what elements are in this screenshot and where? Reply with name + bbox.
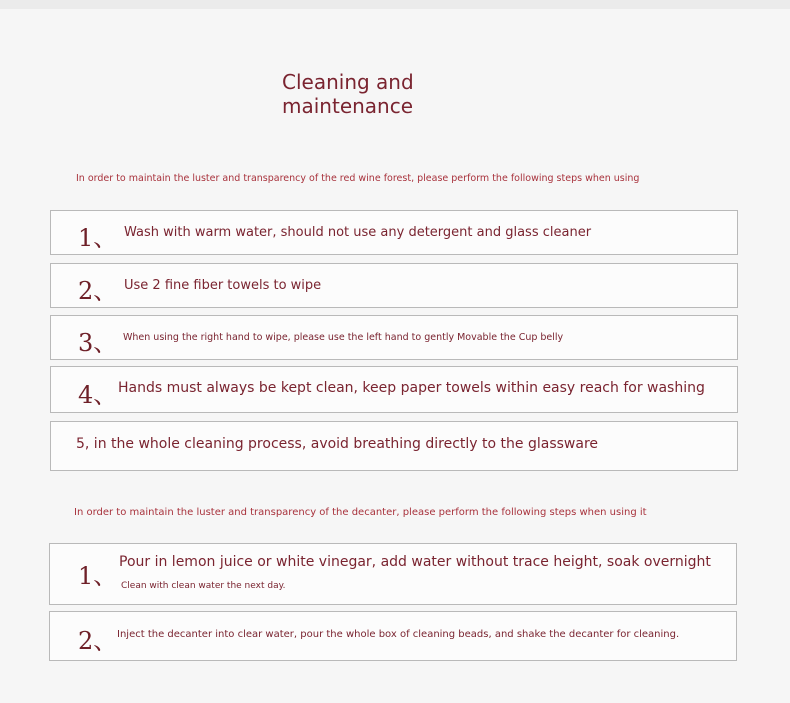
step-card [49, 611, 737, 661]
step-text: 5, in the whole cleaning process, avoid breathing directly to the glassware [76, 436, 598, 452]
title-line-2: maintenance [282, 94, 414, 118]
step-card [50, 263, 738, 308]
step-card [50, 315, 738, 360]
step-text: When using the right hand to wipe, please use the left hand to gently Movable the Cup belly [123, 332, 564, 343]
step-text: Use 2 fine fiber towels to wipe [124, 278, 322, 293]
page-title [282, 70, 414, 118]
step-text: Pour in lemon juice or white vinegar, add water without trace height, soak overnight [119, 554, 711, 570]
step-number: 2、 [78, 277, 118, 305]
step-text: Wash with warm water, should not use any detergent and glass cleaner [124, 225, 592, 240]
step-card [50, 421, 738, 471]
title-line-1: Cleaning and [282, 70, 414, 94]
step-text: Hands must always be kept clean, keep paper towels within easy reach for washing [118, 380, 705, 396]
step-number: 3、 [78, 329, 118, 357]
top-bar [0, 0, 790, 9]
step-number: 4、 [78, 381, 118, 409]
step-card [50, 210, 738, 255]
step-number: 2、 [78, 627, 118, 655]
step-number: 1、 [78, 562, 118, 590]
section2-intro: In order to maintain the luster and transparency of the decanter, please perform the following steps when using it [74, 507, 647, 518]
step-subtext: Clean with clean water the next day. [121, 581, 286, 591]
step-text: Inject the decanter into clear water, pour the whole box of cleaning beads, and shake the decanter for cleaning. [117, 629, 680, 640]
step-number: 1、 [78, 224, 118, 252]
step-card [49, 543, 737, 605]
step-card [50, 366, 738, 413]
section1-intro: In order to maintain the luster and transparency of the red wine forest, please perform the following steps when using [76, 173, 640, 184]
